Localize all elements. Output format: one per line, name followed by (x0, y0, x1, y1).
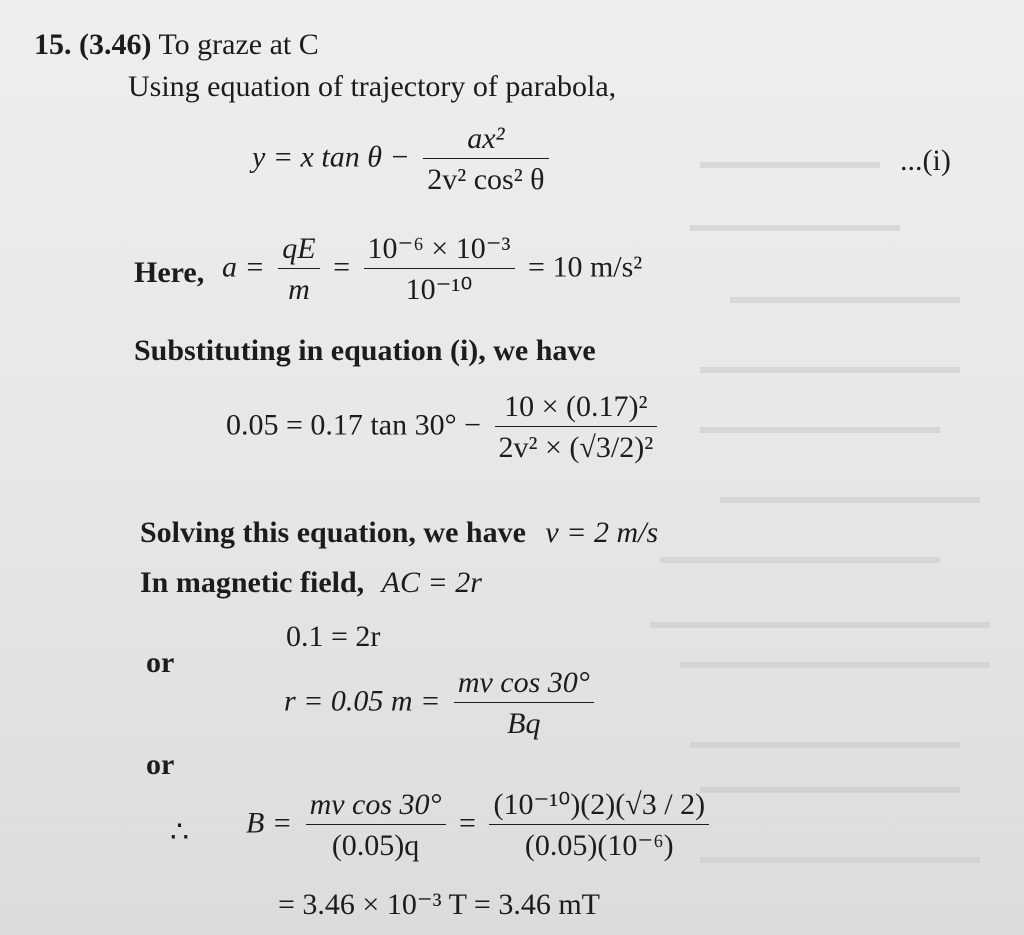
trajectory-equation (252, 124, 555, 195)
trajectory-denominator: 2v² cos² θ (427, 163, 545, 196)
substitution-text: Substituting in equation (i), we have (134, 334, 596, 367)
field-equation (246, 790, 715, 861)
field-fraction-1 (306, 790, 446, 861)
solution-line (140, 518, 658, 548)
magnetic-line (140, 568, 482, 598)
field-fraction-2 (489, 790, 709, 861)
acceleration-f2-num: 10⁻⁶ × 10⁻³ (364, 234, 515, 269)
radius-denominator: Bq (507, 707, 541, 740)
or-label-2: or (146, 748, 175, 781)
substitution-numerator: 10 × (0.17)² (495, 392, 658, 427)
radius-fraction (454, 668, 594, 739)
trajectory-numerator: ax² (423, 124, 548, 159)
substitution-lhs: 0.05 = 0.17 tan 30° − (226, 408, 481, 442)
acceleration-rhs: = 10 m/s² (528, 250, 643, 284)
solution-text: Solving this equation, we have (140, 516, 526, 549)
field-f1-num: mv cos 30° (306, 790, 446, 825)
acceleration-f1-num: qE (278, 234, 319, 269)
field-lhs: B = (246, 806, 293, 840)
here-label: Here, (134, 256, 205, 289)
radius-lhs: r = 0.05 m = (284, 684, 441, 718)
substitution-denominator: 2v² × (√3/2)² (498, 431, 654, 464)
trajectory-intro: Using equation of trajectory of parabola, (128, 70, 617, 103)
acceleration-f2-den: 10⁻¹⁰ (405, 273, 473, 306)
therefore-symbol: ∴ (170, 816, 190, 849)
magnetic-text: In magnetic field, (140, 566, 365, 599)
trajectory-fraction (423, 124, 548, 195)
trajectory-lhs: y = x tan θ − (252, 140, 410, 174)
magnetic-relation: AC = 2r (381, 566, 482, 599)
field-equals: = (459, 806, 476, 840)
problem-heading (34, 30, 319, 60)
acceleration-fraction-2 (364, 234, 515, 305)
problem-number: 15. (34, 28, 72, 61)
field-f2-num: (10⁻¹⁰)(2)(√3 / 2) (489, 790, 709, 825)
magnetic-eq1: 0.1 = 2r (286, 620, 381, 653)
solution-result: v = 2 m/s (545, 516, 659, 549)
problem-heading-text: To graze at C (158, 28, 319, 61)
acceleration-equation (222, 234, 642, 305)
field-f2-den: (0.05)(10⁻⁶) (524, 829, 674, 862)
substitution-fraction (495, 392, 658, 463)
radius-numerator: mv cos 30° (454, 668, 594, 703)
final-answer: = 3.46 × 10⁻³ T = 3.46 mT (278, 888, 600, 921)
acceleration-f1-den: m (288, 273, 310, 306)
substitution-equation (226, 392, 663, 463)
field-f1-den: (0.05)q (331, 829, 420, 862)
or-label-1: or (146, 646, 175, 679)
answer-value: (3.46) (79, 28, 152, 61)
acceleration-equals: = (333, 250, 350, 284)
radius-equation (284, 668, 600, 739)
equation-tag: ...(i) (900, 144, 951, 177)
acceleration-fraction-1 (278, 234, 319, 305)
acceleration-lhs: a = (222, 250, 265, 284)
